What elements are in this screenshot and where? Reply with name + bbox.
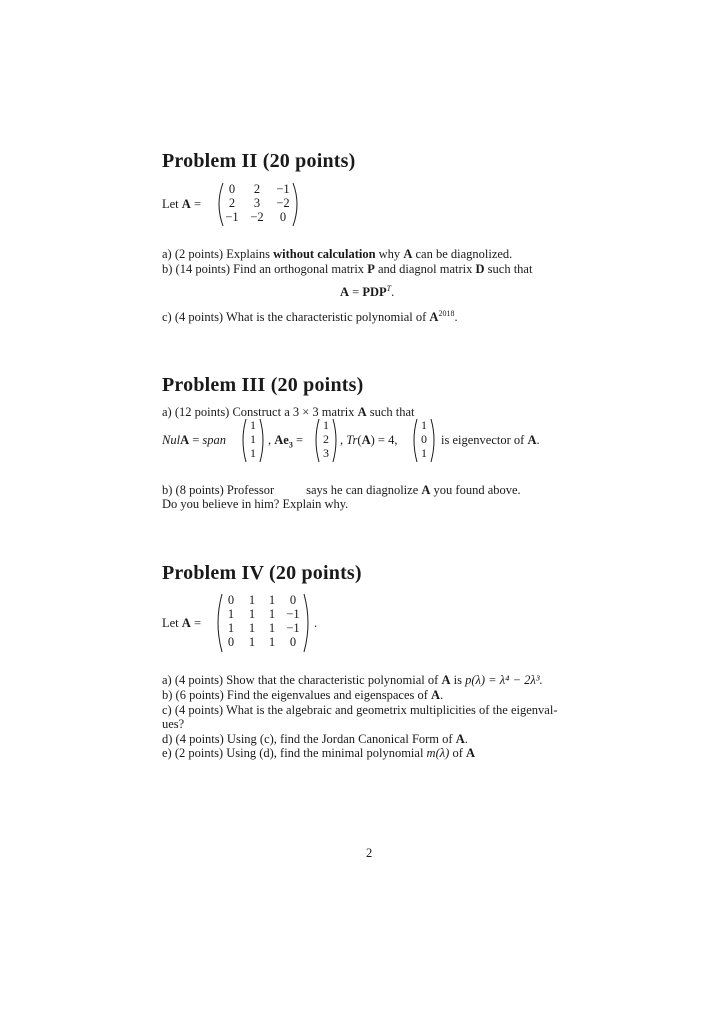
- matrix-cell: 1: [248, 593, 256, 607]
- matrix-cell: 0: [228, 182, 236, 196]
- problem-3-eigenvector-text: is eigenvector of A.: [441, 433, 540, 447]
- vector-ae3: [313, 418, 339, 463]
- problem-3-nul-expression: NulA = span: [162, 433, 227, 447]
- problem-2-part-b: b) (14 points) Find an orthogonal matrix P and diagnol matrix D such that: [162, 262, 533, 276]
- matrix-cell: 1: [268, 593, 276, 607]
- matrix-cell: 1: [248, 635, 256, 649]
- vector-cell: 1: [250, 418, 256, 432]
- vector-eigenvector: [411, 418, 437, 463]
- matrix-cell: −1: [225, 210, 239, 224]
- problem-3-heading: Problem III (20 points): [162, 374, 364, 396]
- matrix-cell: 1: [248, 607, 256, 621]
- matrix-cell: 1: [227, 621, 235, 635]
- vector-span-basis: [240, 418, 266, 463]
- problem-2-part-c: c) (4 points) What is the characteristic polynomial of $A^{2018}$.: [162, 309, 458, 324]
- vector-cell: 2: [323, 432, 329, 446]
- matrix-cell: 0: [227, 593, 235, 607]
- problem-2-equation: $A = PDP^T$.: [340, 284, 395, 299]
- problem-3-part-b-line2: Do you believe in him? Explain why.: [162, 497, 349, 511]
- matrix-cell: 0: [289, 593, 297, 607]
- problem-2-matrix-a: [213, 182, 303, 227]
- problem-2-part-a: a) (2 points) Explains without calculation why A can be diagnolized.: [162, 247, 513, 261]
- page-number: 2: [366, 846, 373, 860]
- matrix-cell: 0: [227, 635, 235, 649]
- matrix-cell: 0: [279, 210, 287, 224]
- matrix-cell: −2: [276, 196, 290, 210]
- problem-4-part-a: a) (4 points) Show that the characteristic polynomial of A is p(λ) = λ⁴ − 2λ³.: [162, 673, 543, 687]
- vector-cell: 1: [323, 418, 329, 432]
- vector-cell: 1: [421, 418, 427, 432]
- problem-3-part-b: b) (8 points) Professor says he can diagnolize A you found above.: [162, 483, 521, 497]
- problem-2-heading: Problem II (20 points): [162, 150, 356, 172]
- problem-4-part-c-line2: ues?: [162, 717, 185, 731]
- vector-cell: 1: [250, 432, 256, 446]
- problem-4-let-statement: Let A =: [162, 616, 202, 630]
- problem-4-heading: Problem IV (20 points): [162, 562, 362, 584]
- problem-4-part-e: e) (2 points) Using (d), find the minimal polynomial m(λ) of A: [162, 746, 476, 760]
- matrix-cell: 1: [248, 621, 256, 635]
- vector-cell: 0: [421, 432, 427, 446]
- vector-cell: 1: [421, 446, 427, 460]
- vector-cell: 1: [250, 446, 256, 460]
- problem-4-part-c: c) (4 points) What is the algebraic and geometrix multiplicities of the eigenval-: [162, 703, 558, 717]
- vector-cell: 3: [323, 446, 329, 460]
- problem-2-let-statement: Let A =: [162, 197, 202, 211]
- matrix-cell: 2: [253, 182, 261, 196]
- matrix-cell: 1: [227, 607, 235, 621]
- problem-3-part-a: a) (12 points) Construct a 3 × 3 matrix A such that: [162, 405, 415, 419]
- matrix-cell: −1: [276, 182, 290, 196]
- matrix-cell: 0: [289, 635, 297, 649]
- problem-4-part-d: d) (4 points) Using (c), find the Jordan Canonical Form of A.: [162, 732, 468, 746]
- matrix-cell: −1: [286, 607, 300, 621]
- matrix-cell: 1: [268, 635, 276, 649]
- problem-3-ae3-expression: , $Ae_3$ =: [268, 433, 304, 450]
- matrix-cell: 3: [253, 196, 261, 210]
- problem-3-trace-expression: , Tr(A) = 4,: [340, 433, 398, 447]
- matrix-cell: 1: [268, 607, 276, 621]
- matrix-cell: −1: [286, 621, 300, 635]
- matrix-period: .: [314, 616, 318, 630]
- matrix-cell: 1: [268, 621, 276, 635]
- problem-4-matrix-a: [213, 593, 313, 653]
- matrix-cell: 2: [228, 196, 236, 210]
- matrix-cell: −2: [250, 210, 264, 224]
- problem-4-part-b: b) (6 points) Find the eigenvalues and eigenspaces of A.: [162, 688, 444, 702]
